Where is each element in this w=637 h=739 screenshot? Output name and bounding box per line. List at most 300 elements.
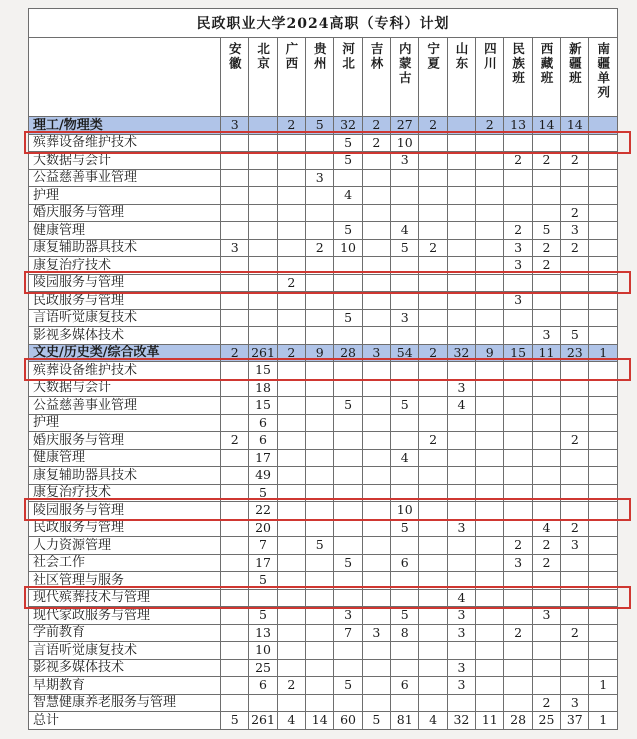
plan-count-cell	[589, 449, 618, 467]
plan-count-cell	[476, 239, 504, 257]
row-label: 早期教育	[29, 677, 221, 695]
plan-count-cell	[532, 642, 560, 660]
plan-count-cell	[221, 362, 249, 380]
plan-count-cell	[504, 204, 532, 222]
section-header-row	[29, 344, 618, 362]
plan-count-cell: 32	[334, 117, 362, 135]
plan-count-cell	[561, 449, 589, 467]
plan-count-cell	[419, 414, 447, 432]
plan-count-cell	[277, 642, 305, 660]
column-header-13	[561, 38, 589, 117]
plan-count-cell	[532, 414, 560, 432]
plan-count-cell	[447, 169, 475, 187]
plan-count-cell	[221, 379, 249, 397]
plan-count-cell	[589, 642, 618, 660]
plan-count-cell	[447, 484, 475, 502]
plan-count-cell: 2	[532, 152, 560, 170]
program-row	[29, 607, 618, 625]
plan-count-cell: 13	[249, 624, 277, 642]
column-header-label: 安徽	[227, 42, 243, 71]
plan-count-cell	[249, 187, 277, 205]
plan-count-cell	[391, 659, 419, 677]
plan-count-cell	[589, 222, 618, 240]
program-row	[29, 152, 618, 170]
row-label: 殡葬设备维护技术	[29, 362, 221, 380]
plan-count-cell	[532, 379, 560, 397]
column-header-14	[589, 38, 618, 117]
plan-count-cell	[306, 187, 334, 205]
plan-count-cell	[504, 642, 532, 660]
plan-count-cell: 25	[249, 659, 277, 677]
plan-count-cell	[221, 222, 249, 240]
plan-count-cell	[334, 642, 362, 660]
plan-count-cell	[277, 624, 305, 642]
plan-count-cell: 15	[249, 362, 277, 380]
plan-count-cell	[504, 589, 532, 607]
plan-count-cell: 28	[334, 344, 362, 362]
plan-count-cell	[419, 187, 447, 205]
plan-count-cell	[221, 187, 249, 205]
plan-count-cell	[589, 537, 618, 555]
plan-count-cell	[561, 484, 589, 502]
program-row	[29, 327, 618, 345]
plan-count-cell: 2	[561, 239, 589, 257]
plan-count-cell: 2	[504, 624, 532, 642]
plan-count-cell: 6	[249, 677, 277, 695]
plan-count-cell	[362, 187, 390, 205]
column-header-label: 山东	[453, 42, 469, 71]
plan-count-cell	[306, 607, 334, 625]
program-row	[29, 432, 618, 450]
plan-count-cell: 9	[306, 344, 334, 362]
plan-count-cell	[249, 152, 277, 170]
plan-count-cell: 2	[306, 239, 334, 257]
plan-count-cell	[334, 659, 362, 677]
program-row	[29, 169, 618, 187]
plan-count-cell: 3	[561, 537, 589, 555]
plan-count-cell	[447, 187, 475, 205]
plan-count-cell	[306, 502, 334, 520]
program-row	[29, 134, 618, 152]
plan-count-cell	[277, 204, 305, 222]
plan-count-cell	[476, 659, 504, 677]
plan-count-cell	[277, 537, 305, 555]
plan-count-cell	[561, 414, 589, 432]
plan-count-cell: 22	[249, 502, 277, 520]
column-header-11	[504, 38, 532, 117]
row-label: 护理	[29, 187, 221, 205]
plan-count-cell	[362, 292, 390, 310]
column-header-6	[362, 38, 390, 117]
plan-count-cell: 10	[334, 239, 362, 257]
section-header-row	[29, 117, 618, 135]
plan-count-cell	[561, 169, 589, 187]
plan-count-cell	[391, 274, 419, 292]
plan-count-cell: 49	[249, 467, 277, 485]
plan-count-cell	[419, 624, 447, 642]
plan-count-cell	[277, 327, 305, 345]
plan-count-cell	[277, 484, 305, 502]
plan-count-cell	[334, 432, 362, 450]
plan-count-cell	[532, 134, 560, 152]
plan-count-cell: 13	[504, 117, 532, 135]
plan-count-cell	[447, 554, 475, 572]
plan-count-cell	[362, 274, 390, 292]
plan-count-cell	[504, 187, 532, 205]
program-row	[29, 537, 618, 555]
plan-count-cell	[391, 327, 419, 345]
plan-count-cell	[476, 309, 504, 327]
plan-count-cell	[589, 414, 618, 432]
plan-count-cell	[504, 694, 532, 712]
column-header-2	[249, 38, 277, 117]
plan-count-cell	[391, 432, 419, 450]
plan-count-cell: 3	[504, 239, 532, 257]
plan-count-cell: 2	[561, 152, 589, 170]
plan-count-cell: 5	[249, 484, 277, 502]
plan-count-cell	[334, 589, 362, 607]
plan-count-cell	[532, 362, 560, 380]
plan-count-cell	[476, 327, 504, 345]
program-row	[29, 397, 618, 415]
plan-count-cell	[221, 449, 249, 467]
plan-count-cell	[447, 117, 475, 135]
plan-count-cell	[277, 257, 305, 275]
row-label: 公益慈善事业管理	[29, 397, 221, 415]
plan-count-cell	[221, 467, 249, 485]
column-header-label: 吉林	[368, 42, 384, 71]
column-header-8	[419, 38, 447, 117]
plan-count-cell	[447, 414, 475, 432]
program-row	[29, 642, 618, 660]
plan-count-cell	[476, 484, 504, 502]
plan-count-cell	[306, 624, 334, 642]
plan-count-cell	[504, 467, 532, 485]
plan-count-cell	[249, 292, 277, 310]
plan-count-cell	[476, 257, 504, 275]
plan-count-cell: 5	[334, 677, 362, 695]
plan-count-cell: 7	[249, 537, 277, 555]
plan-count-cell: 1	[589, 677, 618, 695]
plan-count-cell	[249, 327, 277, 345]
row-label: 康复治疗技术	[29, 257, 221, 275]
plan-count-cell	[391, 204, 419, 222]
plan-count-cell	[277, 519, 305, 537]
plan-count-cell	[391, 257, 419, 275]
table-title: 民政职业大学2024高职（专科）计划	[29, 9, 618, 38]
plan-count-cell	[362, 222, 390, 240]
plan-count-cell	[419, 379, 447, 397]
plan-count-cell	[476, 572, 504, 590]
plan-count-cell: 5	[249, 607, 277, 625]
plan-count-cell	[419, 519, 447, 537]
plan-table	[28, 8, 618, 730]
plan-count-cell	[419, 484, 447, 502]
plan-count-cell	[419, 502, 447, 520]
plan-count-cell	[589, 572, 618, 590]
plan-count-cell	[419, 537, 447, 555]
plan-count-cell	[419, 152, 447, 170]
plan-count-cell	[476, 694, 504, 712]
plan-count-cell	[504, 607, 532, 625]
column-header-label: 贵州	[312, 42, 328, 71]
plan-count-cell	[561, 274, 589, 292]
column-header-5	[334, 38, 362, 117]
plan-count-cell: 5	[306, 117, 334, 135]
plan-count-cell	[277, 362, 305, 380]
plan-count-cell	[249, 222, 277, 240]
plan-count-cell	[447, 309, 475, 327]
plan-count-cell	[362, 152, 390, 170]
row-label: 社会工作	[29, 554, 221, 572]
column-header-label: 北京	[255, 42, 271, 71]
plan-count-cell	[561, 572, 589, 590]
plan-count-cell: 6	[249, 414, 277, 432]
row-label: 公益慈善事业管理	[29, 169, 221, 187]
plan-count-cell: 10	[391, 502, 419, 520]
plan-count-cell	[532, 169, 560, 187]
plan-count-cell	[561, 642, 589, 660]
plan-count-cell: 3	[447, 624, 475, 642]
plan-count-cell	[447, 449, 475, 467]
plan-count-cell	[504, 134, 532, 152]
plan-count-cell: 6	[391, 677, 419, 695]
plan-count-cell	[306, 327, 334, 345]
row-label: 现代殡葬技术与管理	[29, 589, 221, 607]
plan-count-cell: 2	[504, 152, 532, 170]
program-row	[29, 677, 618, 695]
plan-count-cell	[306, 519, 334, 537]
plan-count-cell	[362, 554, 390, 572]
row-label: 言语听觉康复技术	[29, 642, 221, 660]
plan-count-cell	[419, 677, 447, 695]
plan-count-cell: 3	[447, 677, 475, 695]
plan-count-cell: 4	[447, 397, 475, 415]
plan-count-cell: 6	[391, 554, 419, 572]
plan-count-cell	[419, 589, 447, 607]
program-row	[29, 257, 618, 275]
row-label: 现代家政服务与管理	[29, 607, 221, 625]
plan-count-cell	[362, 484, 390, 502]
plan-count-cell	[277, 292, 305, 310]
row-label: 学前教育	[29, 624, 221, 642]
plan-count-cell: 20	[249, 519, 277, 537]
plan-count-cell	[589, 239, 618, 257]
program-row	[29, 624, 618, 642]
plan-count-cell	[391, 379, 419, 397]
plan-count-cell	[249, 204, 277, 222]
plan-count-cell	[249, 257, 277, 275]
plan-count-cell	[391, 187, 419, 205]
column-header-label: 内蒙古	[397, 42, 413, 86]
plan-count-cell: 17	[249, 554, 277, 572]
plan-count-cell	[249, 239, 277, 257]
plan-count-cell: 2	[504, 537, 532, 555]
plan-count-cell	[362, 694, 390, 712]
plan-count-cell	[249, 309, 277, 327]
plan-count-cell	[476, 134, 504, 152]
plan-count-cell	[561, 397, 589, 415]
column-header-label: 西藏班	[539, 42, 555, 86]
plan-count-cell	[504, 397, 532, 415]
plan-count-cell	[561, 554, 589, 572]
plan-count-cell	[419, 572, 447, 590]
plan-count-cell	[447, 292, 475, 310]
program-row	[29, 589, 618, 607]
plan-count-cell	[419, 309, 447, 327]
plan-count-cell: 15	[504, 344, 532, 362]
plan-count-cell	[334, 502, 362, 520]
column-header-3	[277, 38, 305, 117]
plan-count-cell: 3	[221, 117, 249, 135]
program-row	[29, 222, 618, 240]
plan-count-cell	[561, 292, 589, 310]
plan-count-cell	[391, 642, 419, 660]
plan-count-cell	[589, 187, 618, 205]
plan-count-cell: 4	[334, 187, 362, 205]
plan-count-cell: 3	[362, 624, 390, 642]
plan-count-cell	[476, 467, 504, 485]
plan-count-cell	[447, 432, 475, 450]
plan-count-cell	[221, 572, 249, 590]
plan-count-cell	[447, 572, 475, 590]
plan-count-cell	[334, 694, 362, 712]
plan-count-cell: 28	[504, 712, 532, 730]
plan-count-cell	[221, 659, 249, 677]
plan-count-cell: 81	[391, 712, 419, 730]
plan-count-cell	[532, 292, 560, 310]
plan-count-cell	[362, 204, 390, 222]
plan-count-cell	[476, 274, 504, 292]
plan-count-cell	[277, 414, 305, 432]
plan-count-cell: 8	[391, 624, 419, 642]
plan-count-cell: 5	[221, 712, 249, 730]
plan-count-cell	[419, 134, 447, 152]
plan-count-cell	[561, 309, 589, 327]
plan-count-cell	[306, 134, 334, 152]
plan-count-cell: 2	[419, 344, 447, 362]
plan-count-cell	[277, 449, 305, 467]
column-header-label: 新疆班	[567, 42, 583, 86]
plan-count-cell	[589, 134, 618, 152]
plan-count-cell	[306, 484, 334, 502]
plan-count-cell: 10	[391, 134, 419, 152]
plan-count-cell	[221, 677, 249, 695]
row-label: 婚庆服务与管理	[29, 432, 221, 450]
plan-count-cell	[249, 134, 277, 152]
plan-count-cell	[306, 467, 334, 485]
plan-count-cell	[362, 537, 390, 555]
plan-count-cell	[504, 572, 532, 590]
plan-count-cell: 2	[277, 677, 305, 695]
plan-count-cell: 3	[447, 607, 475, 625]
row-label: 影视多媒体技术	[29, 327, 221, 345]
plan-count-cell	[476, 537, 504, 555]
plan-count-cell	[532, 589, 560, 607]
plan-count-cell	[504, 449, 532, 467]
plan-count-cell	[419, 362, 447, 380]
plan-count-cell: 2	[532, 554, 560, 572]
plan-count-cell	[277, 694, 305, 712]
plan-count-cell: 3	[561, 222, 589, 240]
plan-count-cell	[277, 152, 305, 170]
plan-count-cell	[504, 659, 532, 677]
plan-count-cell	[589, 292, 618, 310]
row-label: 言语听觉康复技术	[29, 309, 221, 327]
plan-count-cell	[504, 274, 532, 292]
plan-count-cell	[277, 572, 305, 590]
row-label: 大数据与会计	[29, 379, 221, 397]
plan-count-cell	[362, 502, 390, 520]
plan-count-cell: 3	[532, 607, 560, 625]
plan-count-cell	[532, 484, 560, 502]
plan-count-cell: 2	[362, 134, 390, 152]
plan-count-cell: 10	[249, 642, 277, 660]
plan-count-cell	[532, 467, 560, 485]
plan-count-cell: 14	[532, 117, 560, 135]
plan-count-cell	[589, 432, 618, 450]
plan-count-cell	[221, 204, 249, 222]
plan-count-cell	[447, 362, 475, 380]
plan-count-cell	[419, 642, 447, 660]
program-row	[29, 694, 618, 712]
plan-count-cell	[476, 169, 504, 187]
plan-count-cell	[221, 502, 249, 520]
plan-count-cell: 2	[532, 257, 560, 275]
program-row	[29, 239, 618, 257]
program-row	[29, 309, 618, 327]
plan-count-cell	[419, 554, 447, 572]
plan-count-cell	[391, 589, 419, 607]
plan-count-cell	[476, 449, 504, 467]
plan-count-cell	[589, 327, 618, 345]
plan-count-cell	[221, 624, 249, 642]
plan-count-cell	[476, 677, 504, 695]
plan-count-cell	[334, 327, 362, 345]
plan-count-cell	[221, 484, 249, 502]
plan-count-cell	[532, 432, 560, 450]
plan-count-cell	[532, 397, 560, 415]
plan-count-cell	[362, 414, 390, 432]
row-label: 民政服务与管理	[29, 292, 221, 310]
plan-count-cell	[419, 169, 447, 187]
plan-count-cell	[334, 414, 362, 432]
column-header-1	[221, 38, 249, 117]
plan-count-cell: 2	[532, 694, 560, 712]
plan-count-cell	[334, 537, 362, 555]
plan-count-cell	[504, 484, 532, 502]
plan-count-cell	[334, 484, 362, 502]
plan-count-cell	[476, 292, 504, 310]
column-header-4	[306, 38, 334, 117]
plan-count-cell	[447, 274, 475, 292]
program-row	[29, 467, 618, 485]
program-row	[29, 572, 618, 590]
plan-count-cell	[589, 204, 618, 222]
plan-count-cell: 4	[277, 712, 305, 730]
plan-count-cell	[589, 397, 618, 415]
plan-count-cell	[589, 607, 618, 625]
plan-count-cell	[277, 589, 305, 607]
column-header-12	[532, 38, 560, 117]
plan-count-cell	[419, 449, 447, 467]
plan-count-cell	[447, 642, 475, 660]
column-header-label: 南疆单列	[595, 42, 611, 100]
plan-count-cell	[589, 502, 618, 520]
plan-count-cell	[476, 624, 504, 642]
plan-count-cell	[334, 204, 362, 222]
plan-count-cell: 3	[532, 327, 560, 345]
